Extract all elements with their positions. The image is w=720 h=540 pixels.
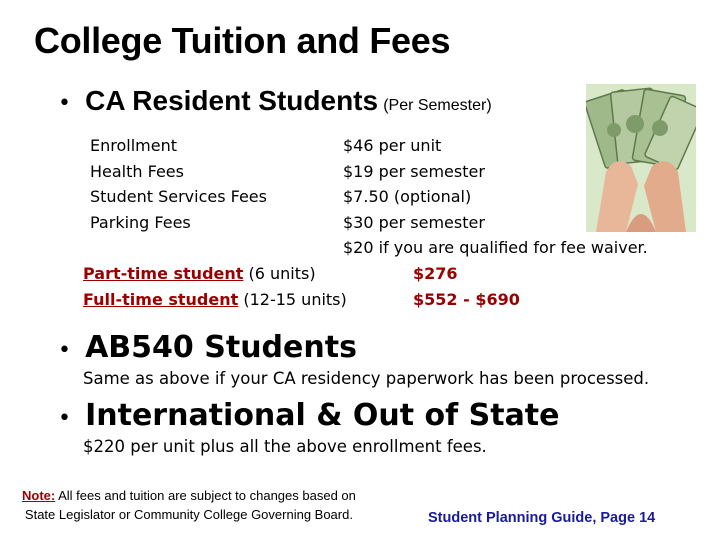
- student-type-list: [83, 261, 347, 312]
- disclaimer-note: [22, 486, 356, 524]
- note-line-2: State Legislator or Community College Governing Board.: [24, 507, 353, 522]
- full-time-amount: $552 - $690: [413, 289, 520, 309]
- note-line-1: [22, 486, 356, 505]
- part-time-row: [83, 261, 347, 287]
- fee-value-health: $19 per semester: [343, 161, 485, 181]
- money-hands-image: [586, 84, 696, 232]
- bullet-dot: •: [58, 406, 71, 431]
- student-type-amounts: [413, 261, 520, 312]
- note-label: Note:: [22, 488, 56, 503]
- fee-value-student-services: $7.50 (optional): [343, 187, 472, 206]
- part-time-detail: (6 units): [243, 264, 316, 283]
- footer-page-reference: Student Planning Guide, Page 14: [428, 510, 656, 526]
- bullet-dot: •: [58, 91, 71, 116]
- resident-heading: CA Resident Students: [85, 85, 379, 116]
- full-time-detail: (12-15 units): [238, 289, 347, 309]
- fee-value-parking: $30 per semester: [343, 212, 485, 232]
- bullet-dot: •: [58, 338, 71, 363]
- fee-labels: [90, 133, 267, 235]
- international-heading: International & Out of State: [85, 398, 560, 433]
- ab540-heading: AB540 Students: [85, 330, 357, 365]
- resident-bullet: [58, 85, 492, 117]
- ab540-description: Same as above if your CA residency paperwork has been processed.: [83, 369, 650, 388]
- part-time-amount: $276: [413, 264, 458, 283]
- fee-label-enrollment: Enrollment: [90, 136, 177, 155]
- part-time-link[interactable]: Part-time student: [83, 264, 244, 283]
- international-bullet: [58, 398, 560, 433]
- full-time-row: [83, 287, 347, 313]
- full-time-link[interactable]: Full-time student: [83, 289, 239, 309]
- page-title: College Tuition and Fees: [34, 20, 451, 61]
- fee-value-enrollment: $46 per unit: [343, 136, 442, 155]
- fee-label-student-services: Student Services Fees: [90, 187, 267, 206]
- resident-subheading: (Per Semester): [383, 97, 492, 114]
- fee-waiver-note: $20 if you are qualified for fee waiver.: [343, 238, 648, 257]
- fee-label-parking: Parking Fees: [90, 212, 191, 232]
- international-description: $220 per unit plus all the above enrollment fees.: [83, 437, 487, 456]
- ab540-bullet: [58, 330, 357, 365]
- dollar-bills-icon: [586, 88, 696, 170]
- note-text-1: All fees and tuition are subject to changes based on: [55, 488, 356, 503]
- fee-label-health: Health Fees: [90, 161, 184, 181]
